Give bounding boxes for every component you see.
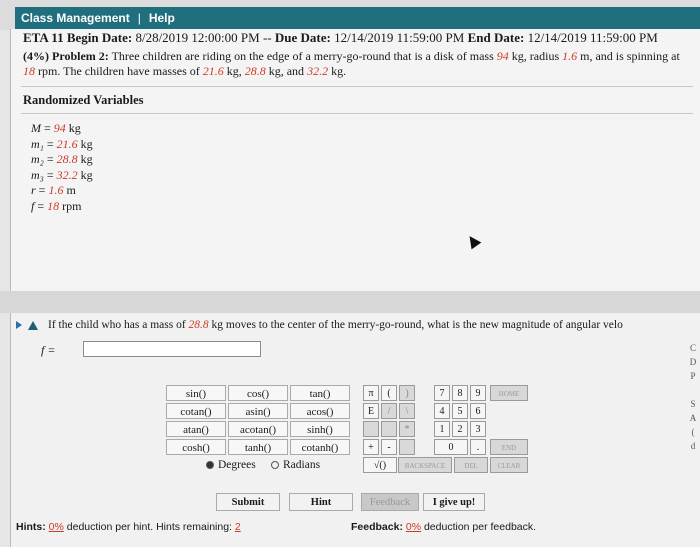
fn-cosh[interactable]: cosh(): [166, 439, 226, 455]
warning-icon: [28, 321, 38, 330]
key-9[interactable]: 9: [470, 385, 486, 401]
fn-acos[interactable]: acos(): [290, 403, 350, 419]
fn-sinh[interactable]: sinh(): [290, 421, 350, 437]
variable-row: r = 1.6 m: [31, 183, 76, 197]
disk-mass-value: 94: [496, 49, 509, 63]
hints-info: Hints: 0% deduction per hint. Hints remaining: 2: [16, 521, 241, 533]
key-5[interactable]: 5: [452, 403, 468, 419]
feedback-button[interactable]: Feedback: [361, 493, 419, 511]
radio-selected-icon: [206, 461, 214, 469]
child-mass-value: 28.8: [188, 319, 209, 331]
key-pi[interactable]: π: [363, 385, 379, 401]
key-lparen[interactable]: (: [381, 385, 397, 401]
fn-cotan[interactable]: cotan(): [166, 403, 226, 419]
problem-label: Problem 2:: [52, 49, 109, 63]
end-date: 12/14/2019 11:59:00 PM: [527, 30, 658, 45]
fn-cos[interactable]: cos(): [228, 385, 288, 401]
key-e[interactable]: E: [363, 403, 379, 419]
radio-unselected-icon: [271, 461, 279, 469]
submit-button[interactable]: Submit: [216, 493, 280, 511]
radius-value: 1.6: [562, 49, 578, 63]
course-name: ETA 11: [23, 30, 64, 45]
due-label: Due Date:: [274, 30, 331, 45]
key-asterisk[interactable]: *: [399, 421, 415, 437]
variable-row: f = 18 rpm: [31, 198, 82, 213]
menu-separator: |: [137, 11, 141, 25]
menu-bar: [15, 7, 700, 29]
answer-input[interactable]: [83, 341, 261, 357]
right-edge-text: C D P S A ( d: [689, 343, 697, 451]
assignment-header: [23, 30, 658, 46]
divider: [21, 86, 693, 87]
key-dot[interactable]: .: [470, 439, 486, 455]
panel-gap: [0, 291, 700, 313]
key-clear[interactable]: CLEAR: [490, 457, 528, 473]
variables-list: [31, 121, 93, 214]
fn-cotanh[interactable]: cotanh(): [290, 439, 350, 455]
key-blank[interactable]: [363, 421, 379, 437]
key-rparen[interactable]: ): [399, 385, 415, 401]
key-end[interactable]: END: [490, 439, 528, 455]
key-2[interactable]: 2: [452, 421, 468, 437]
divider: [21, 113, 693, 114]
problem-text: rpm. The children have masses of: [38, 64, 200, 78]
problem-text: kg,: [226, 64, 242, 78]
feedback-info: Feedback: 0% deduction per feedback.: [351, 521, 537, 533]
hint-button[interactable]: Hint: [289, 493, 353, 511]
fn-tanh[interactable]: tanh(): [228, 439, 288, 455]
m3-value: 32.2: [307, 64, 329, 78]
key-backslash[interactable]: \: [399, 403, 415, 419]
key-home[interactable]: HOME: [490, 385, 528, 401]
fn-asin[interactable]: asin(): [228, 403, 288, 419]
variable-row: m₂ = 28.8 kg: [31, 152, 93, 166]
menu-class-management[interactable]: Class Management: [21, 11, 130, 25]
key-6[interactable]: 6: [470, 403, 486, 419]
key-8[interactable]: 8: [452, 385, 468, 401]
fn-acotan[interactable]: acotan(): [228, 421, 288, 437]
fn-atan[interactable]: atan(): [166, 421, 226, 437]
key-1[interactable]: 1: [434, 421, 450, 437]
question-text: If the child who has a mass of 28.8 kg moves to the center of the merry-go-round, what is the new magnitude of angular velo: [48, 319, 623, 331]
key-minus[interactable]: -: [381, 439, 397, 455]
problem-text: m, and is spinning at: [580, 49, 680, 63]
hints-remaining-link[interactable]: 2: [234, 521, 241, 533]
fn-sin[interactable]: sin(): [166, 385, 226, 401]
m1-value: 21.6: [202, 64, 224, 78]
variable-row: m₃ = 32.2 kg: [31, 167, 93, 182]
problem-panel: [10, 29, 700, 291]
date-dash: --: [262, 30, 272, 45]
key-del[interactable]: DEL: [454, 457, 488, 473]
key-3[interactable]: 3: [470, 421, 486, 437]
give-up-button[interactable]: I give up!: [423, 493, 485, 511]
feedback-deduction-link[interactable]: 0%: [405, 521, 422, 533]
play-icon[interactable]: [16, 321, 22, 329]
problem-text: Three children are riding on the edge of a merry-go-round that is a disk of mass: [111, 49, 494, 63]
problem-text: kg.: [331, 64, 347, 78]
key-plus[interactable]: +: [363, 439, 379, 455]
fn-tan[interactable]: tan(): [290, 385, 350, 401]
question-panel: [10, 313, 700, 547]
begin-label: Begin Date:: [66, 30, 133, 45]
problem-text: kg, radius: [511, 49, 560, 63]
due-date: 12/14/2019 11:59:00 PM: [334, 30, 465, 45]
end-label: End Date:: [467, 30, 525, 45]
radians-radio[interactable]: Radians: [271, 459, 320, 471]
key-blank[interactable]: [399, 439, 415, 455]
question-line: [16, 319, 623, 331]
rpm-value: 18: [23, 64, 35, 78]
problem-text: kg, and: [268, 64, 305, 78]
key-7[interactable]: 7: [434, 385, 450, 401]
key-slash[interactable]: /: [381, 403, 397, 419]
key-4[interactable]: 4: [434, 403, 450, 419]
problem-statement: [23, 49, 693, 79]
problem-weight: (4%): [23, 49, 49, 63]
key-backspace[interactable]: BACKSPACE: [398, 457, 452, 473]
key-0[interactable]: 0: [434, 439, 468, 455]
key-sqrt[interactable]: √(): [363, 457, 397, 473]
m2-value: 28.8: [244, 64, 266, 78]
variable-row: m₁ = 21.6 kg: [31, 136, 93, 151]
answer-label: f =: [41, 343, 56, 357]
key-blank[interactable]: [381, 421, 397, 437]
begin-date: 8/28/2019 12:00:00 PM: [135, 30, 260, 45]
randomized-variables-title: Randomized Variables: [23, 93, 144, 107]
mouse-cursor-icon: [465, 233, 482, 250]
degrees-radio[interactable]: Degrees: [206, 459, 256, 471]
top-bar: [0, 0, 700, 30]
hints-deduction-link[interactable]: 0%: [48, 521, 64, 533]
variable-row: M = 94 kg: [31, 121, 81, 135]
menu-help[interactable]: Help: [148, 11, 175, 25]
